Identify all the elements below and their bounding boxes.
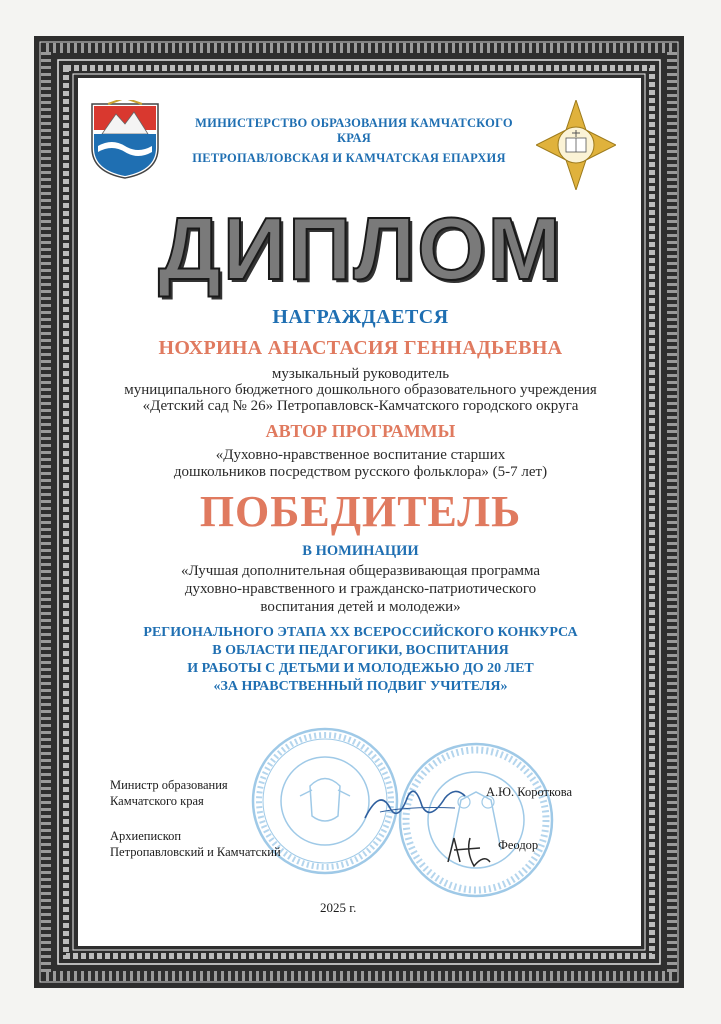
signatory-name: А.Ю. Короткова — [486, 785, 572, 799]
nomination-line: духовно-нравственного и гражданско-патриотического — [184, 581, 537, 597]
diploma-title: ДИПЛОМ — [158, 199, 563, 298]
eparchy-header: ПЕТРОПАВЛОВСКАЯ И КАМЧАТСКАЯ ЕПАРХИЯ — [192, 151, 506, 165]
competition-line: И РАБОТЫ С ДЕТЬМИ И МОЛОДЕЖЬЮ ДО 20 ЛЕТ — [187, 661, 534, 676]
winner-label: ПОБЕДИТЕЛЬ — [199, 487, 522, 536]
ministry-header: МИНИСТЕРСТВО ОБРАЗОВАНИЯ КАМЧАТСКОГО КРАЯ — [195, 116, 513, 145]
signatory-title: Министр образования — [110, 778, 228, 792]
signatory-name: Феодор — [498, 838, 539, 852]
archbishop-signature-icon — [440, 832, 500, 872]
program-title-line: «Духовно-нравственное воспитание старших — [215, 447, 506, 463]
competition-line: В ОБЛАСТИ ПЕДАГОГИКИ, ВОСПИТАНИЯ — [212, 643, 509, 658]
nomination-label: В НОМИНАЦИИ — [302, 543, 419, 559]
position-line: музыкальный руководитель — [271, 366, 450, 382]
signatory-title: Камчатского края — [110, 794, 204, 808]
kamchatka-coat-of-arms-icon — [88, 100, 162, 180]
eparchy-emblem-icon — [536, 100, 616, 190]
competition-line: РЕГИОНАЛЬНОГО ЭТАПА XX ВСЕРОССИЙСКОГО КОНКУРСА — [143, 625, 578, 640]
program-title-line: дошкольников посредством русского фольклора» (5-7 лет) — [173, 464, 548, 480]
nomination-line: воспитания детей и молодежи» — [260, 599, 461, 615]
position-line: «Детский сад № 26» Петропавловск-Камчатского городского округа — [142, 398, 579, 414]
competition-line: «ЗА НРАВСТВЕННЫЙ ПОДВИГ УЧИТЕЛЯ» — [213, 679, 508, 694]
signatory-title: Архиепископ — [110, 829, 182, 843]
signatory-title: Петропавловский и Камчатский — [110, 845, 281, 859]
nomination-line: «Лучшая дополнительная общеразвивающая программа — [180, 563, 541, 579]
recipient-name: НОХРИНА АНАСТАСИЯ ГЕННАДЬЕВНА — [158, 337, 563, 359]
diploma-year: 2025 г. — [320, 900, 357, 915]
position-line: муниципального бюджетного дошкольного образовательного учреждения — [124, 382, 597, 398]
minister-signature-icon — [360, 778, 470, 828]
author-label: АВТОР ПРОГРАММЫ — [265, 421, 456, 441]
awarded-label: НАГРАЖДАЕТСЯ — [272, 306, 449, 328]
